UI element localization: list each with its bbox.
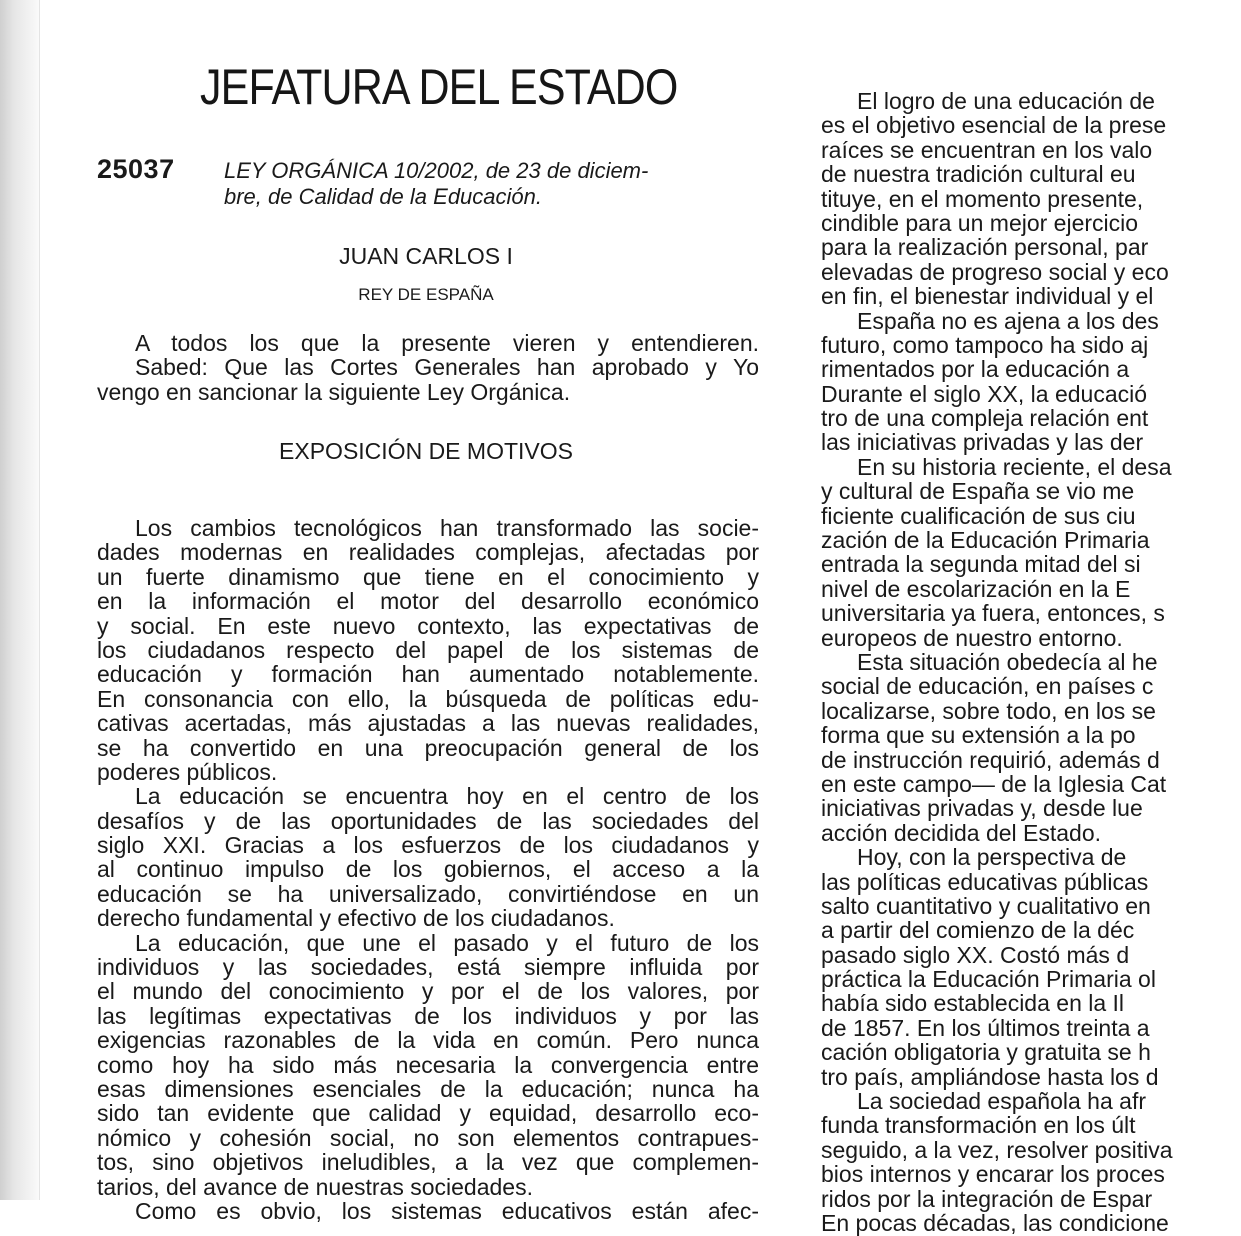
text-line: tro país, ampliándose hasta los d <box>821 1063 1159 1090</box>
law-title-line: LEY ORGÁNICA 10/2002, de 23 de diciem- <box>224 158 649 183</box>
text-line: La sociedad española ha afr <box>857 1088 1146 1115</box>
text-line: exigencias razonables de la vida en común. Pero nunca <box>97 1027 759 1054</box>
monarch-name: JUAN CARLOS I <box>339 243 513 269</box>
text-line: dades modernas en realidades complejas, afectadas por <box>97 539 759 566</box>
text-line: iniciativas privadas y, desde lue <box>821 795 1143 822</box>
text-line: pasado siglo XX. Costó más d <box>821 941 1130 968</box>
law-number: 25037 <box>97 154 175 184</box>
text-line: La educación, que une el pasado y el futuro de los <box>135 929 759 956</box>
text-line: las legítimas expectativas de los individuos y por las <box>97 1002 759 1029</box>
text-line: individuos y las sociedades, está siempre influida por <box>97 954 759 981</box>
text-line: había sido establecida en la Il <box>821 990 1125 1017</box>
text-line: para la realización personal, par <box>821 234 1149 261</box>
text-line: vengo en sancionar la siguiente Ley Orgánica. <box>97 378 571 405</box>
text-line: La educación se encuentra hoy en el centro de los <box>135 783 759 810</box>
text-line: salto cuantitativo y cualitativo en <box>821 892 1151 919</box>
right-column <box>821 88 1200 1236</box>
text-line: las políticas educativas públicas <box>821 868 1149 895</box>
text-line: el mundo del conocimiento y por el de los valores, por <box>97 978 759 1005</box>
text-line: social de educación, en países c <box>821 673 1154 700</box>
text-line: educación se ha universalizado, convirtiéndose en un <box>97 880 759 907</box>
text-line: poderes públicos. <box>97 758 278 785</box>
text-line: ridos por la integración de Espar <box>821 1185 1153 1212</box>
text-line: desafíos y de las oportunidades de las sociedades del <box>97 807 759 834</box>
text-line: seguido, a la vez, resolver positiva <box>821 1136 1173 1163</box>
text-line: futuro, como tampoco ha sido aj <box>821 331 1149 358</box>
text-line: raíces se encuentran en los valo <box>821 136 1153 163</box>
text-line: derecho fundamental y efectivo de los ciudadanos. <box>97 905 615 932</box>
text-line: nómico y cohesión social, no son elementos contrapues- <box>97 1124 759 1151</box>
text-line: zación de la Educación Primaria <box>821 527 1150 554</box>
text-line: entrada la segunda mitad del si <box>821 551 1141 578</box>
text-line: siglo XXI. Gracias a los esfuerzos de los ciudadanos y <box>97 832 759 859</box>
text-line: se ha convertido en una preocupación general de los <box>97 734 759 761</box>
text-line: tituye, en el momento presente, <box>821 185 1144 212</box>
text-line: tarios, del avance de nuestras sociedades. <box>97 1173 533 1200</box>
text-line: funda transformación en los últ <box>821 1112 1136 1139</box>
monarch-title: REY DE ESPAÑA <box>358 285 494 304</box>
text-line: En consonancia con ello, la búsqueda de políticas edu- <box>97 685 759 712</box>
text-line: cindible para un mejor ejercicio <box>821 209 1139 236</box>
text-line: Como es obvio, los sistemas educativos están afec- <box>135 1197 759 1224</box>
text-line: Durante el siglo XX, la educació <box>821 380 1148 407</box>
text-line: cación obligatoria y gratuita se h <box>821 1039 1151 1066</box>
text-line: cativas acertadas, más ajustadas a las nuevas realidades, <box>97 710 759 737</box>
text-line: A todos los que la presente vieren y entendieren. <box>135 330 759 356</box>
text-line: tro de una compleja relación ent <box>821 405 1149 432</box>
text-line: de nuestra tradición cultural eu <box>821 161 1136 188</box>
right-column-text <box>821 89 1241 1235</box>
text-line: educación y formación han aumentado notablemente. <box>97 661 759 688</box>
page-heading: JEFATURA DEL ESTADO <box>200 59 678 115</box>
text-line: España no es ajena a los des <box>857 307 1159 334</box>
body-text <box>97 516 759 1223</box>
text-line: bios internos y encarar los proces <box>821 1161 1165 1188</box>
section-title: EXPOSICIÓN DE MOTIVOS <box>279 438 573 464</box>
text-line: en fin, el bienestar individual y el <box>821 283 1154 310</box>
text-line: Los cambios tecnológicos han transformado las socie- <box>135 515 759 541</box>
text-line: nivel de escolarización en la E <box>821 575 1131 602</box>
law-title-line: bre, de Calidad de la Educación. <box>224 184 542 209</box>
text-line: en la información el motor del desarrollo económico <box>97 588 759 615</box>
text-line: los ciudadanos respecto del papel de los sistemas de <box>97 636 759 663</box>
text-line: a partir del comienzo de la déc <box>821 917 1135 944</box>
text-line: ficiente cualificación de sus ciu <box>821 502 1136 529</box>
text-line: de 1857. En los últimos treinta a <box>821 1014 1150 1041</box>
text-line: las iniciativas privadas y las der <box>821 429 1144 456</box>
text-line: en este campo— de la Iglesia Cat <box>821 770 1167 797</box>
text-line: universitaria ya fuera, entonces, s <box>821 600 1165 627</box>
text-line: rimentados por la educación a <box>821 356 1130 383</box>
text-line: y cultural de España se vio me <box>821 478 1135 505</box>
text-line: tos, sino objetivos ineludibles, a la vez que complemen- <box>97 1149 759 1176</box>
text-line: sido tan evidente que calidad y equidad, desarrollo eco- <box>97 1100 759 1127</box>
text-line: acción decidida del Estado. <box>821 819 1102 846</box>
text-line: práctica la Educación Primaria ol <box>821 966 1156 993</box>
text-line: Hoy, con la perspectiva de <box>857 844 1127 871</box>
text-line: Sabed: Que las Cortes Generales han aprobado y Yo <box>135 354 759 381</box>
text-line: es el objetivo esencial de la prese <box>821 112 1167 139</box>
text-line: localizarse, sobre todo, en los se <box>821 697 1156 724</box>
text-line: al continuo impulso de los gobiernos, el acceso a la <box>97 856 759 883</box>
law-title <box>224 158 764 210</box>
text-line: un fuerte dinamismo que tiene en el conocimiento y <box>97 563 759 590</box>
text-line: de instrucción requirió, además d <box>821 746 1160 773</box>
text-line: En pocas décadas, las condicione <box>821 1209 1169 1236</box>
text-line: En su historia reciente, el desa <box>857 453 1172 480</box>
intro-paragraph <box>97 331 759 404</box>
text-line: y social. En este nuevo contexto, las expectativas de <box>97 612 759 639</box>
text-line: El logro de una educación de <box>857 88 1155 114</box>
text-line: como hoy ha sido más necesaria la convergencia entre <box>97 1051 759 1078</box>
text-line: elevadas de progreso social y eco <box>821 258 1169 285</box>
text-line: Esta situación obedecía al he <box>857 648 1158 675</box>
text-line: forma que su extensión a la po <box>821 722 1136 749</box>
text-line: esas dimensiones esenciales de la educación; nunca ha <box>97 1075 759 1102</box>
page-edge-shadow <box>0 0 40 1200</box>
text-line: europeos de nuestro entorno. <box>821 624 1123 651</box>
